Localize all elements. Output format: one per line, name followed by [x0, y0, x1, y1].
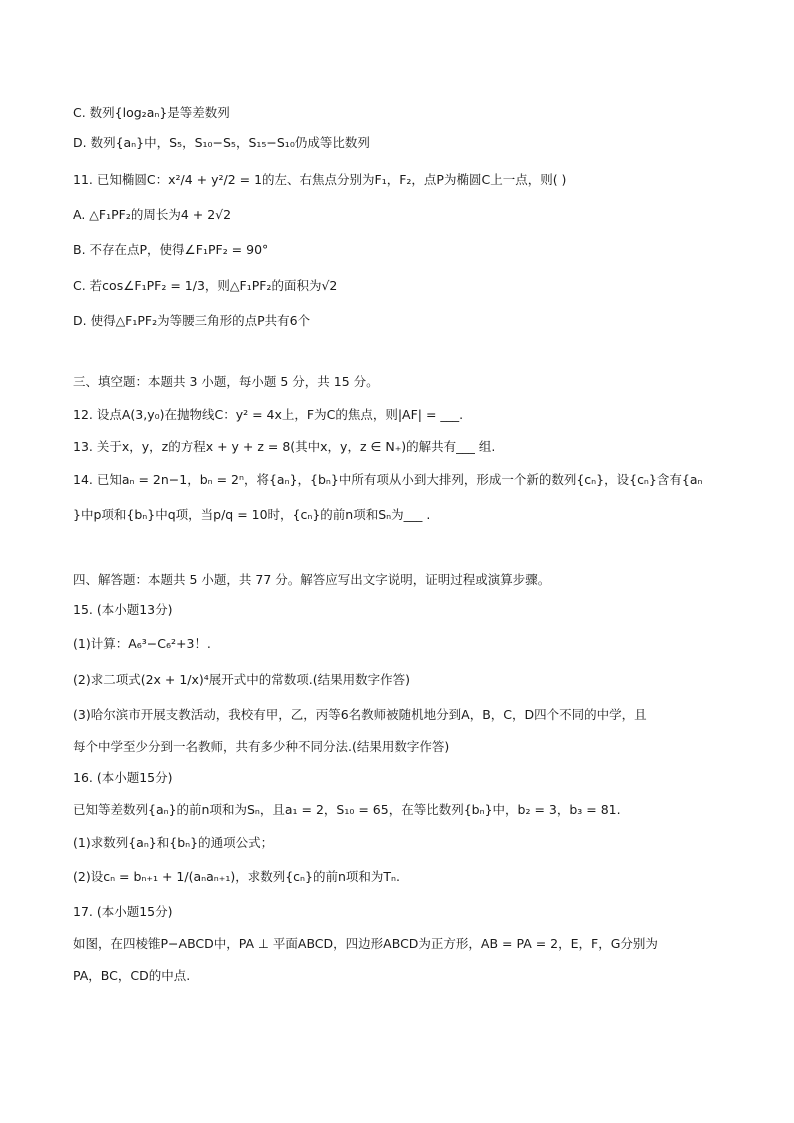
- question-16-stem: 已知等差数列{aₙ}的前n项和为Sₙ，且a₁ = 2，S₁₀ = 65，在等比数列{bₙ}中，b₂ = 3，b₃ = 81.: [73, 802, 621, 817]
- question-15: 15. (本小题13分): [73, 602, 173, 617]
- question-13: 13. 关于x，y，z的方程x + y + z = 8(其中x，y，z ∈ N₊)的解共有___ 组.: [73, 439, 496, 454]
- option-10d: D. 数列{aₙ}中，S₅，S₁₀−S₅，S₁₅−S₁₀仍成等比数列: [73, 135, 370, 150]
- option-11b: B. 不存在点P，使得∠F₁PF₂ = 90°: [73, 242, 269, 257]
- question-17-stem-line1: 如图，在四棱锥P−ABCD中，PA ⊥ 平面ABCD，四边形ABCD为正方形，AB = PA = 2，E，F，G分别为: [73, 936, 658, 951]
- question-15-part1: (1)计算：A₆³−C₆²+3！.: [73, 636, 211, 651]
- question-17: 17. (本小题15分): [73, 904, 173, 919]
- option-10c: C. 数列{log₂aₙ}是等差数列: [73, 105, 230, 120]
- question-15-part3-line1: (3)哈尔滨市开展支教活动，我校有甲，乙，丙等6名教师被随机地分到A，B，C，D四个不同的中学，且: [73, 707, 647, 722]
- option-11d: D. 使得△F₁PF₂为等腰三角形的点P共有6个: [73, 313, 311, 328]
- question-15-part2: (2)求二项式(2x + 1/x)⁴展开式中的常数项.(结果用数字作答): [73, 672, 411, 687]
- option-11a: A. △F₁PF₂的周长为4 + 2√2: [73, 207, 232, 222]
- option-11c: C. 若cos∠F₁PF₂ = 1/3，则△F₁PF₂的面积为√2: [73, 278, 338, 293]
- question-16-part2: (2)设cₙ = bₙ₊₁ + 1/(aₙaₙ₊₁)，求数列{cₙ}的前n项和为Tₙ.: [73, 869, 401, 884]
- question-11: 11. 已知椭圆C：x²/4 + y²/2 = 1的左、右焦点分别为F₁，F₂，点P为椭圆C上一点，则( ): [73, 172, 567, 187]
- question-14-line2: }中p项和{bₙ}中q项，当p/q = 10时，{cₙ}的前n项和Sₙ为___ .: [73, 507, 431, 522]
- question-15-part3-line2: 每个中学至少分到一名教师，共有多少种不同分法.(结果用数字作答): [73, 739, 450, 754]
- section-solution-heading: 四、解答题：本题共 5 小题，共 77 分。解答应写出文字说明，证明过程或演算步骤。: [73, 572, 551, 587]
- question-12: 12. 设点A(3,y₀)在抛物线C：y² = 4x上，F为C的焦点，则|AF| = ___.: [73, 407, 464, 422]
- question-16: 16. (本小题15分): [73, 770, 173, 785]
- question-14-line1: 14. 已知aₙ = 2n−1，bₙ = 2ⁿ，将{aₙ}，{bₙ}中所有项从小到大排列，形成一个新的数列{cₙ}，设{cₙ}含有{aₙ: [73, 472, 703, 487]
- section-fill-in-heading: 三、填空题：本题共 3 小题，每小题 5 分，共 15 分。: [73, 374, 379, 389]
- question-16-part1: (1)求数列{aₙ}和{bₙ}的通项公式；: [73, 835, 274, 850]
- question-17-stem-line2: PA，BC，CD的中点.: [73, 968, 191, 983]
